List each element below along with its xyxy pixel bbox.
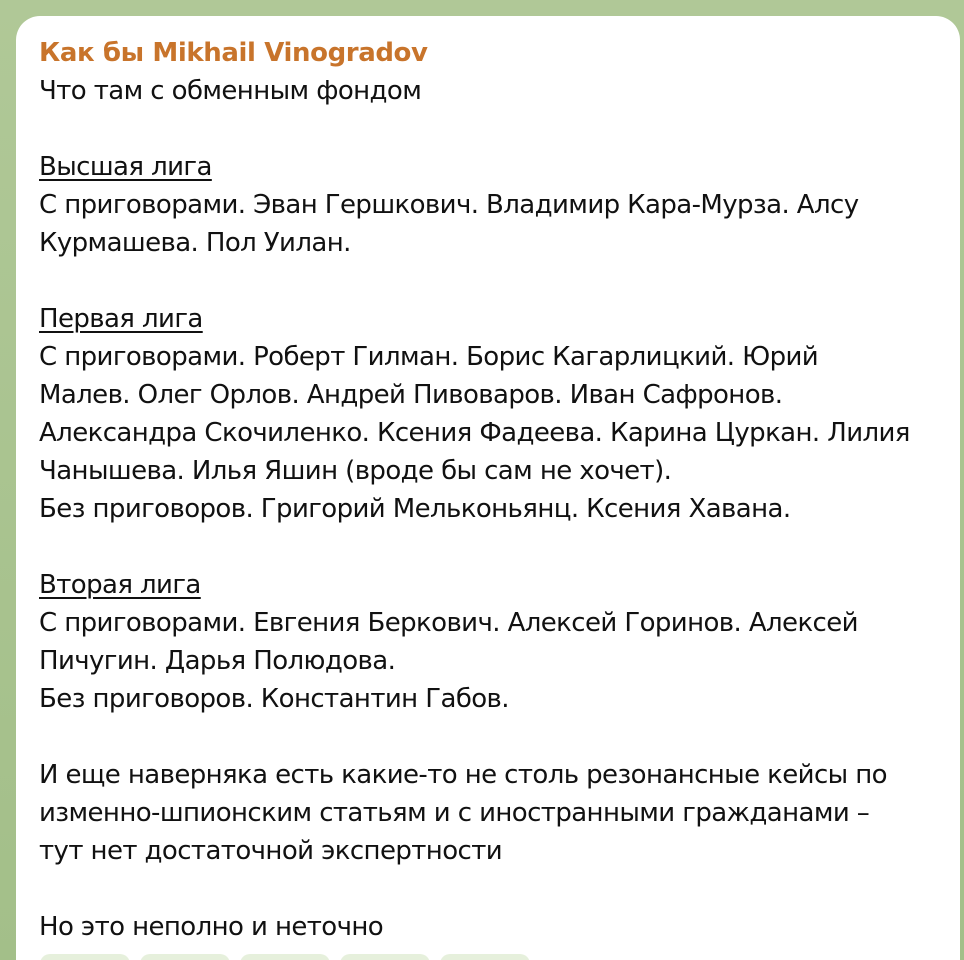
blank-line [39, 718, 939, 756]
blank-line [39, 870, 939, 908]
reaction-chip[interactable] [140, 954, 230, 960]
message-line: Александра Скочиленко. Ксения Фадеева. Карина Цуркан. Лилия [39, 418, 910, 448]
message-line: Что там с обменным фондом [39, 76, 422, 106]
reaction-chip[interactable] [40, 954, 130, 960]
message-line: Пичугин. Дарья Полюдова. [39, 646, 396, 676]
reaction-chip[interactable] [240, 954, 330, 960]
heading-text: Вторая лига [39, 570, 201, 600]
heading-text: Высшая лига [39, 152, 212, 182]
message-line: Курмашева. Пол Уилан. [39, 228, 351, 258]
message-line: Без приговоров. Константин Габов. [39, 684, 509, 714]
message-content [39, 34, 939, 946]
message-line: Чанышева. Илья Яшин (вроде бы сам не хочет). [39, 456, 672, 486]
message-line: С приговорами. Эван Гершкович. Владимир Кара-Мурза. Алсу [39, 190, 859, 220]
sender-name[interactable]: Как бы Mikhail Vinogradov [39, 38, 428, 68]
heading-text: Первая лига [39, 304, 203, 334]
blank-line [39, 262, 939, 300]
message-line: С приговорами. Евгения Беркович. Алексей Горинов. Алексей [39, 608, 858, 638]
section-heading-second-league [39, 566, 939, 604]
message-line: Малев. Олег Орлов. Андрей Пивоваров. Иван Сафронов. [39, 380, 783, 410]
reaction-chip[interactable] [440, 954, 530, 960]
message-line: И еще наверняка есть какие-то не столь резонансные кейсы по [39, 760, 887, 790]
reactions-row [40, 954, 530, 960]
section-heading-first-league [39, 300, 939, 338]
section-heading-top-league [39, 148, 939, 186]
message-line: изменно-шпионским статьям и с иностранными гражданами – [39, 798, 870, 828]
message-line: С приговорами. Роберт Гилман. Борис Кагарлицкий. Юрий [39, 342, 819, 372]
reaction-chip[interactable] [340, 954, 430, 960]
message-line: тут нет достаточной экспертности [39, 836, 503, 866]
message-line: Но это неполно и неточно [39, 912, 384, 942]
blank-line [39, 110, 939, 148]
message-line: Без приговоров. Григорий Мельконьянц. Ксения Хавана. [39, 494, 791, 524]
blank-line [39, 528, 939, 566]
